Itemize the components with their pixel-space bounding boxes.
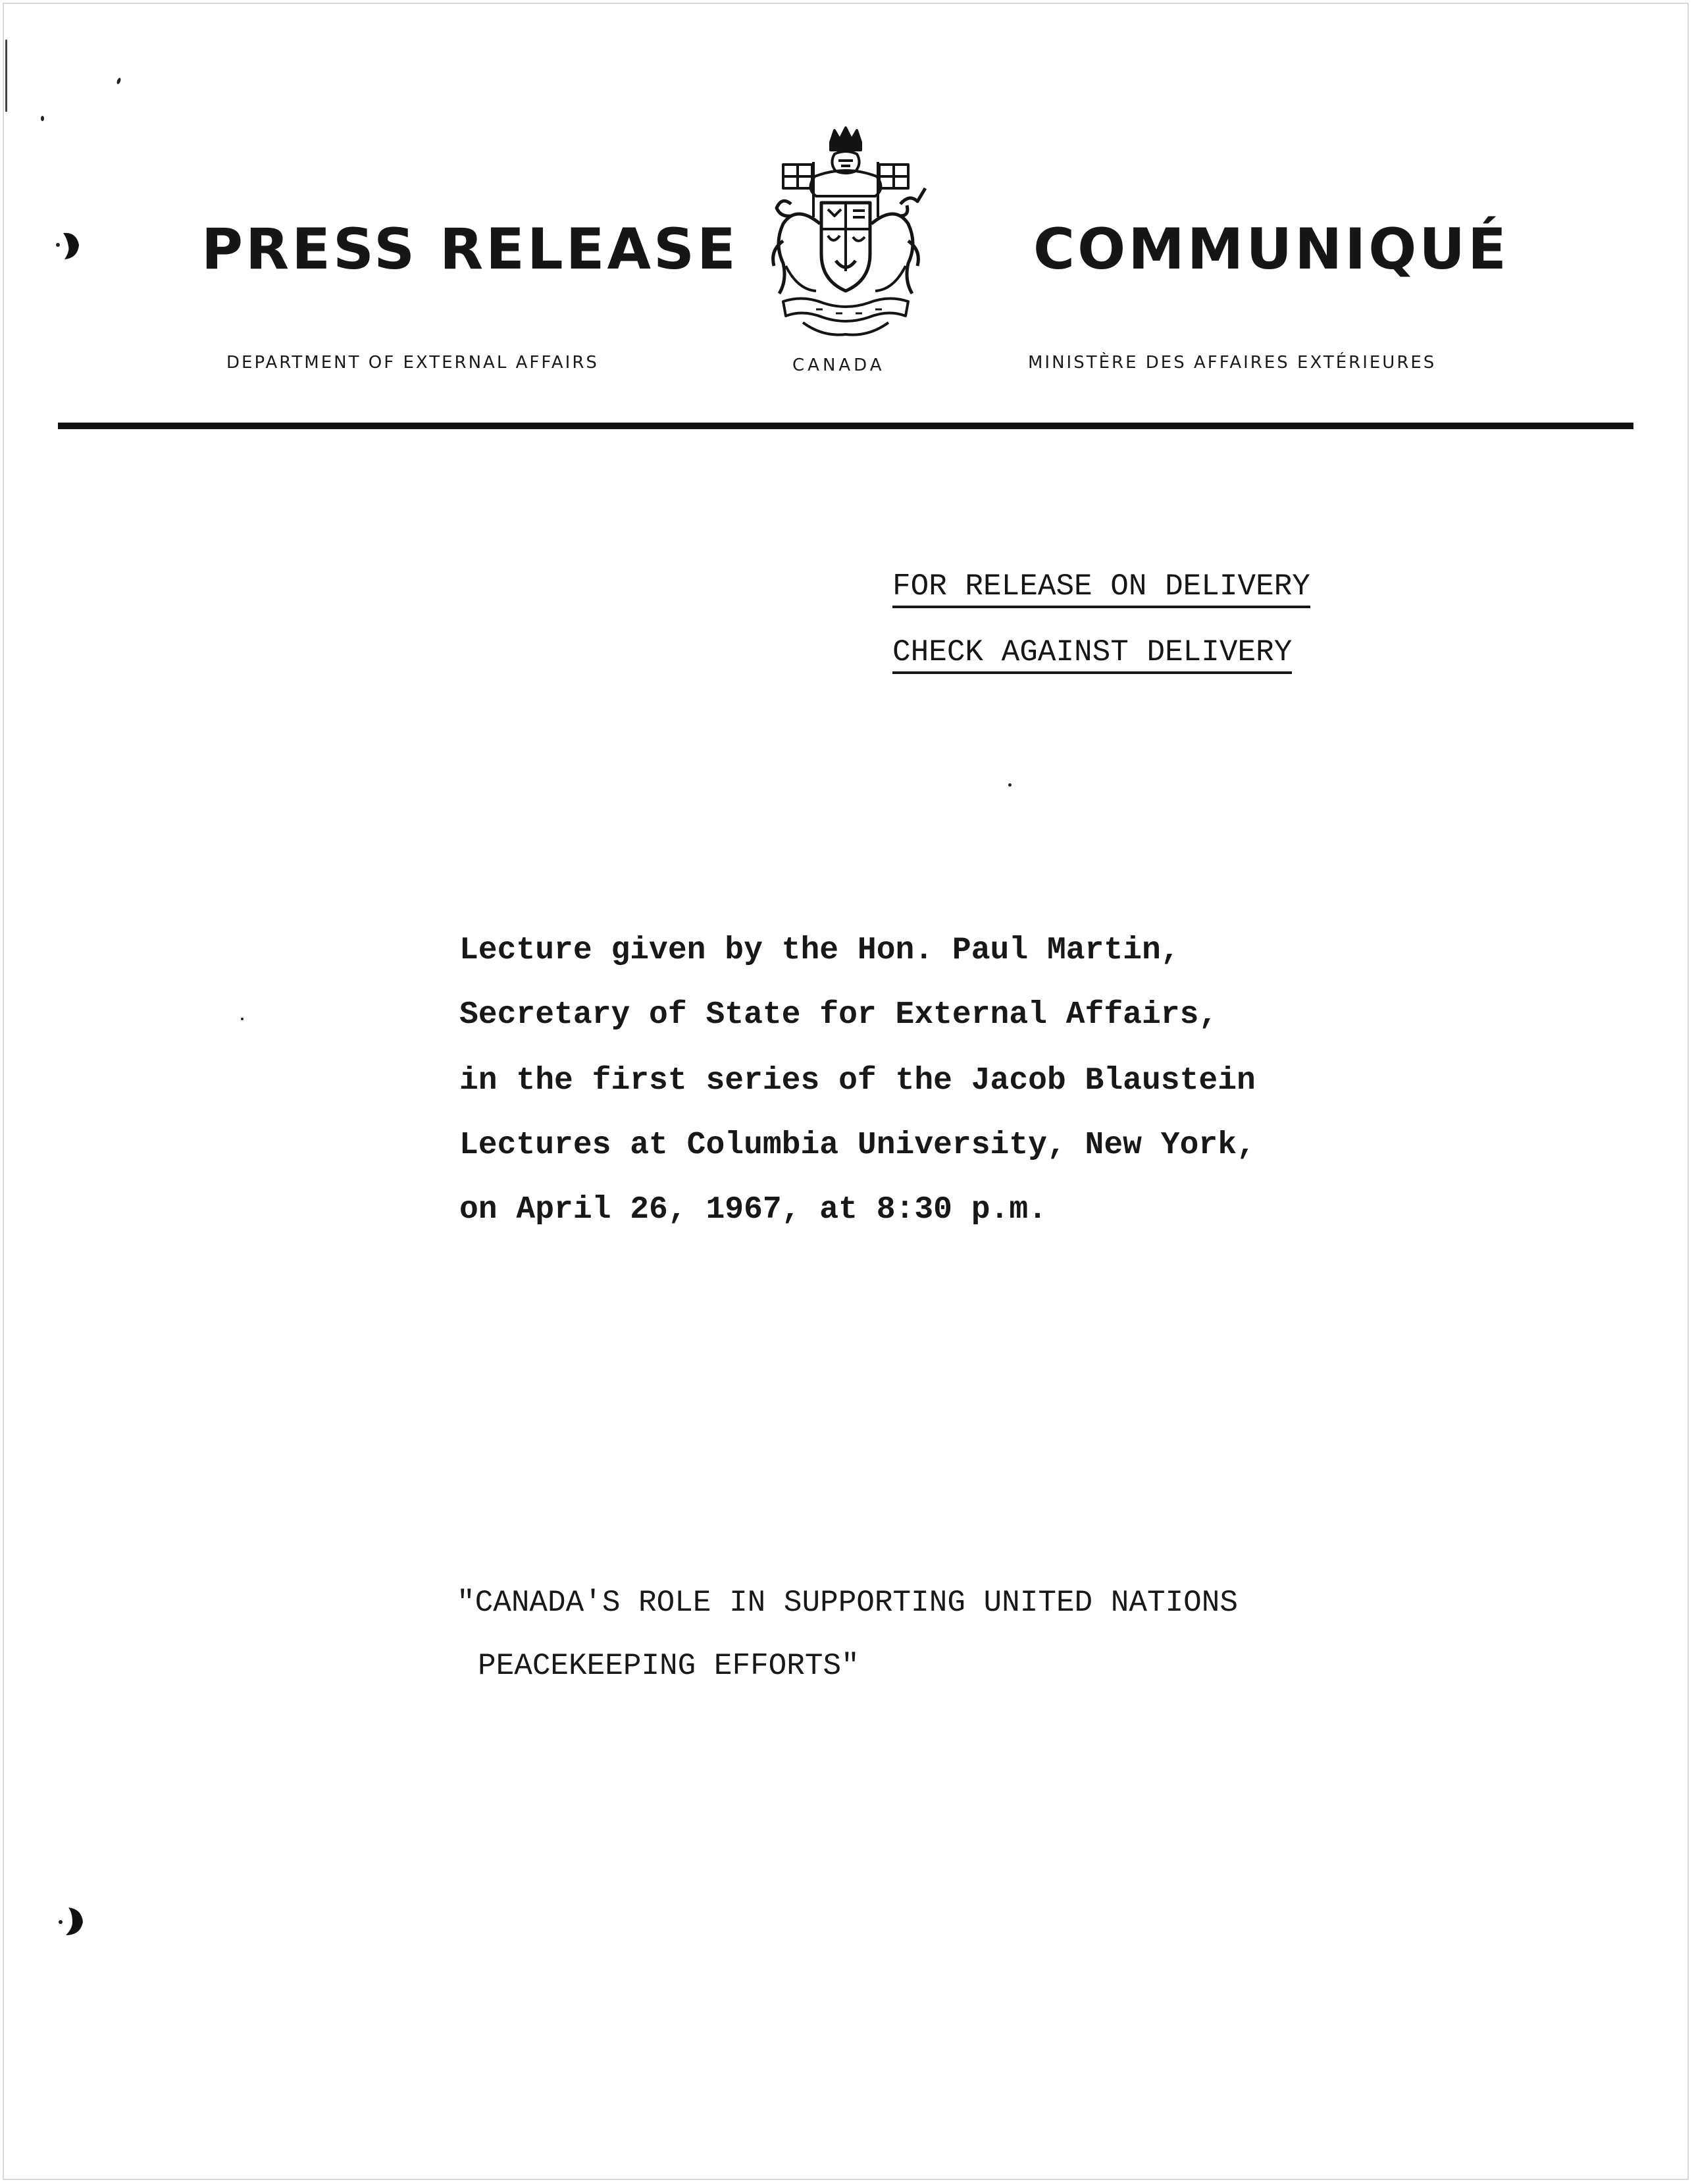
release-notice: FOR RELEASE ON DELIVERY — [892, 571, 1310, 608]
scan-speck — [5, 39, 7, 112]
scan-speck — [1008, 783, 1012, 787]
punch-hole-icon — [58, 1905, 86, 1938]
scan-speck — [41, 116, 44, 121]
lecture-line: Lectures at Columbia University, New York, — [459, 1128, 1256, 1163]
punch-hole-icon — [54, 229, 82, 262]
speech-title-line: PEACEKEEPING EFFORTS" — [478, 1649, 860, 1683]
lecture-line: on April 26, 1967, at 8:30 p.m. — [459, 1192, 1047, 1228]
department-english: DEPARTMENT OF EXTERNAL AFFAIRS — [226, 353, 599, 373]
lecture-line: Lecture given by the Hon. Paul Martin, — [459, 933, 1180, 968]
department-french: MINISTÈRE DES AFFAIRES EXTÉRIEURES — [1028, 353, 1437, 373]
coat-of-arms-icon — [757, 125, 935, 342]
lecture-line: Secretary of State for External Affairs, — [459, 997, 1218, 1033]
communique-title: COMMUNIQUÉ — [1033, 217, 1509, 282]
press-release-title: PRESS RELEASE — [201, 217, 738, 282]
country-label: CANADA — [792, 355, 885, 375]
check-notice: CHECK AGAINST DELIVERY — [892, 637, 1292, 674]
speech-title-line: "CANADA'S ROLE IN SUPPORTING UNITED NATIONS — [457, 1586, 1238, 1620]
lecture-line: in the first series of the Jacob Blaustein — [459, 1063, 1256, 1099]
header-rule — [58, 423, 1633, 429]
scan-speck — [241, 1018, 244, 1020]
